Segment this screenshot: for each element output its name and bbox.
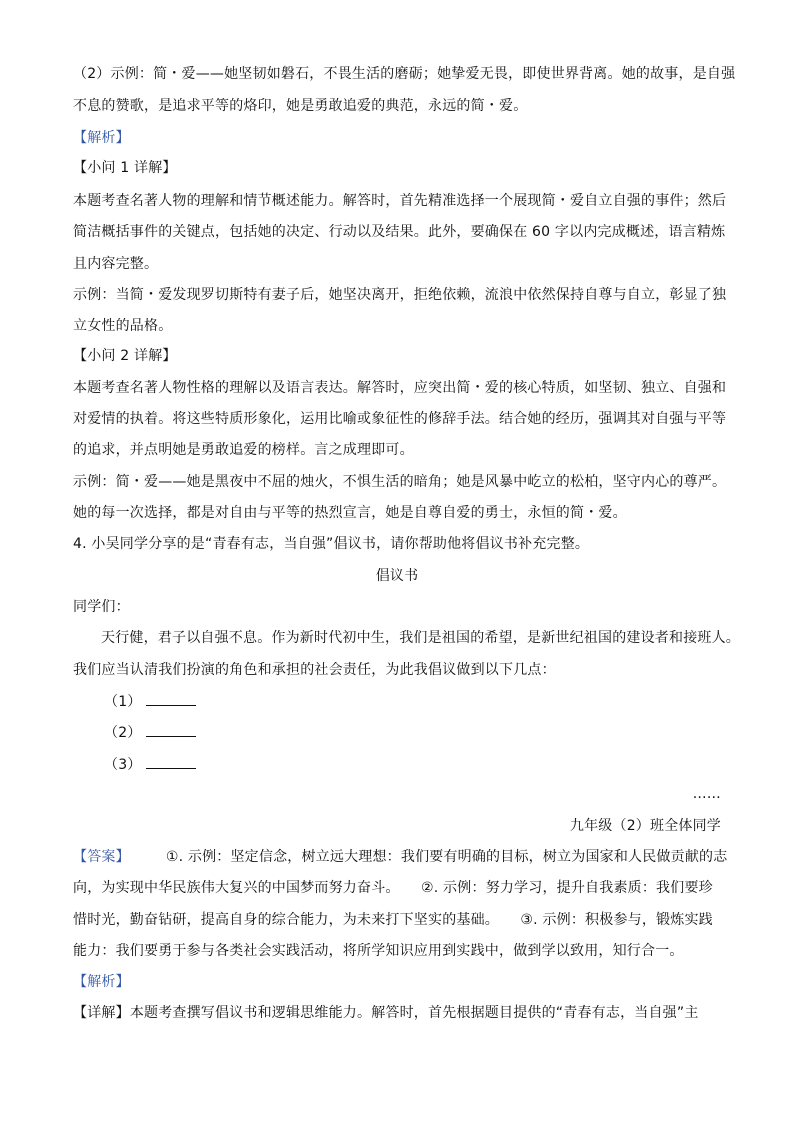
answer-line3: 惜时光，勤奋钻研，提高自身的综合能力，为未来打下坚实的基础。 ③. 示例：积极参与，锻炼实践 [73,912,713,928]
item-number: （1） [104,694,142,710]
answer-line4: 能力：我们要勇于参与各类社会实践活动，将所学知识应用到实践中，做到学以致用，知行合一。 [73,943,684,959]
question-4-stem: 4. 小吴同学分享的是“青春有志，当自强”倡议书，请你帮助他将倡议书补充完整。 [73,536,590,552]
part2-example-line1: （2）示例：简・爱——她坚韧如磐石，不畏生活的磨砺；她挚爱无畏，即使世界背离。她的故事，是自强 [73,66,736,82]
proposal-item-2 [104,722,196,743]
detail-text: 本题考查撰写倡议书和逻辑思维能力。解答时，首先根据题目提供的“青春有志，当自强”主 [129,1005,699,1021]
answer-blank[interactable] [146,691,196,706]
analysis-heading-2: 【解析】 [73,974,130,990]
q1-line1: 本题考查名著人物的理解和情节概述能力。解答时，首先精准选择一个展现简・爱自立自强的事件；然后 [73,193,727,209]
proposal-item-3 [104,754,196,775]
answer-text: ①. 示例：坚定信念，树立远大理想：我们要有明确的目标，树立为国家和人民做贡献的志 [165,849,728,865]
q1-detail-heading: 【小问 1 详解】 [73,160,177,176]
q1-example-line1: 示例：当简・爱发现罗切斯特有妻子后，她坚决离开，拒绝依赖，流浪中依然保持自尊与自立，彰显了独 [73,287,727,303]
detail-heading: 【详解】 [73,1005,130,1021]
proposal-title: 倡议书 [375,568,419,584]
answer-line2: 向，为实现中华民族伟大复兴的中国梦而努力奋斗。 ②. 示例：努力学习，提升自我素质：我们要珍 [73,880,713,896]
detail-line [73,1003,699,1023]
q2-line1: 本题考查名著人物性格的理解以及语言表达。解答时，应突出简・爱的核心特质，如坚韧、独立、自强和 [73,380,727,396]
proposal-signature: 九年级（2）班全体同学 [569,818,721,834]
item-number: （2） [104,725,142,741]
answer-line1 [73,847,727,867]
q1-line3: 且内容完整。 [73,256,159,272]
proposal-paragraph-line1: 天行健，君子以自强不息。作为新时代初中生，我们是祖国的希望，是新世纪祖国的建设者和接班人。 [101,630,740,646]
q2-line3: 的追求，并点明她是勇敢追爱的榜样。言之成理即可。 [73,442,414,458]
proposal-ellipsis: …… [692,786,721,802]
part2-example-line2: 不息的赞歌，是追求平等的烙印，她是勇敢追爱的典范，永远的简・爱。 [73,98,528,114]
q2-example-line1: 示例：简・爱——她是黑夜中不屈的烛火，不惧生活的暗角；她是风暴中屹立的松柏，坚守内心的尊严。 [73,474,727,490]
proposal-item-1 [104,691,196,712]
q2-example-line2: 她的每一次选择，都是对自由与平等的热烈宣言，她是自尊自爱的勇士，永恒的简・爱。 [73,505,627,521]
q1-example-line2: 立女性的品格。 [73,318,173,334]
proposal-paragraph-line2: 我们应当认清我们扮演的角色和承担的社会责任，为此我倡议做到以下几点： [73,662,556,678]
item-number: （3） [104,757,142,773]
answer-blank[interactable] [146,722,196,737]
proposal-greeting: 同学们： [73,599,130,615]
q2-detail-heading: 【小问 2 详解】 [73,348,177,364]
answer-blank[interactable] [146,754,196,769]
answer-heading: 【答案】 [73,849,130,865]
analysis-heading: 【解析】 [73,130,130,146]
q1-line2: 简洁概括事件的关键点，包括她的决定、行动以及结果。此外，要确保在 60 字以内完成概述，语言精炼 [73,224,726,240]
q2-line2: 对爱情的执着。将这些特质形象化，运用比喻或象征性的修辞手法。结合她的经历，强调其对自强与平等 [73,411,727,427]
